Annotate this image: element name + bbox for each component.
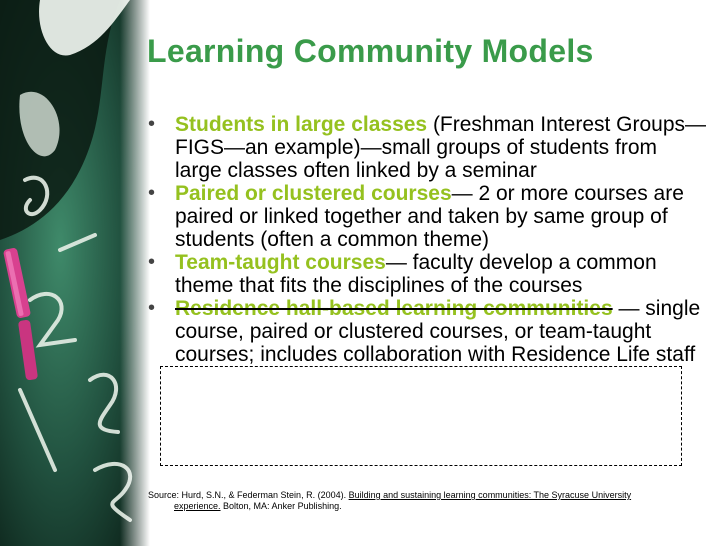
bullet-text: — 2 or more courses are paired or linked together and taken by same group of students (often a common theme) — [175, 182, 684, 251]
citation-title-end: experience. — [174, 501, 221, 511]
citation-line-2 — [148, 501, 708, 512]
citation-title: Building and sustaining learning communities: The Syracuse University — [348, 490, 632, 500]
bullet-icon: • — [148, 113, 156, 135]
bullet-keyword: Residence hall-based learning communities — [175, 297, 613, 320]
bullet-item-residence-hall — [148, 297, 708, 366]
bullet-text: (Freshman Interest Groups—FIGS—an example)—small groups of students from large classes often linked by a seminar — [175, 113, 707, 182]
bullet-list — [148, 113, 708, 366]
bullet-item-team-taught — [148, 251, 708, 297]
bullet-keyword: Students in large classes — [175, 113, 428, 136]
bullet-icon: • — [148, 182, 156, 204]
bullet-item-large-classes — [148, 113, 708, 182]
chalkboard-image — [0, 0, 150, 546]
source-citation — [148, 490, 708, 512]
bullet-item-paired-courses — [148, 182, 708, 251]
bullet-icon: • — [148, 251, 156, 273]
bullet-text: — faculty develop a common theme that fits the disciplines of the courses — [175, 251, 657, 297]
bullet-text: — single course, paired or clustered courses, or team-taught courses; includes collaboration with Residence Life staff — [175, 297, 701, 366]
citation-prefix: Source: Hurd, S.N., & Federman Stein, R. (2004). — [148, 490, 349, 500]
slide-title: Learning Community Models — [147, 33, 594, 69]
bullet-keyword: Team-taught courses — [175, 251, 386, 274]
bullet-keyword: Paired or clustered courses — [175, 182, 452, 205]
bullet-icon: • — [148, 297, 156, 319]
citation-suffix: Bolton, MA: Anker Publishing. — [220, 501, 342, 511]
selection-box — [160, 366, 682, 466]
